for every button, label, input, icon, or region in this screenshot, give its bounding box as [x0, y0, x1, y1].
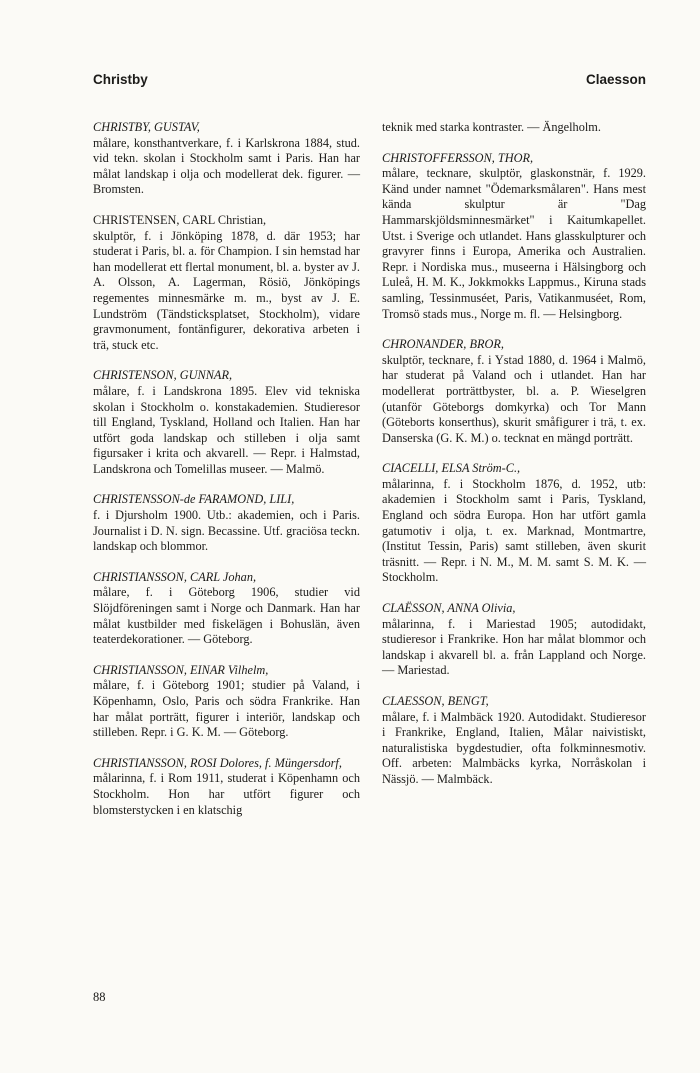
entry-text: f. i Djursholm 1900. Utb.: akademien, och i Paris. Journalist i D. N. sign. Becassine. Utf. graciösa teckn. landskap och blommor.: [93, 508, 360, 554]
entry-claesson-bengt: [382, 694, 646, 788]
entry-chronander: [382, 337, 646, 446]
entry-christensson-de-faramond: [93, 492, 360, 554]
entry-name: CHRISTBY, GUSTAV,: [93, 120, 200, 134]
entry-text: skulptör, tecknare, f. i Ystad 1880, d. 1964 i Malmö, har studerat på Valand och i utlandet. Han har modellerat porträttbyster, bl. a. P. Wieselgren (utanför Göteborgs domkyrka) och Tor Mann (Göteborts konserthus), skurit småfigurer i trä, t. ex. Danserska (G. K. M.) o. tecknat en mängd porträtt.: [382, 352, 646, 445]
entry-text: målarinna, f. i Mariestad 1905; autodidakt, studieresor i Frankrike. Hon har målat blommor och landskap i akvarell bl. a. från Lappland och Norge. — Mariestad.: [382, 616, 646, 678]
entry-christiansson-carl: [93, 570, 360, 648]
entry-name: CHRISTIANSSON, ROSI Dolores, f. Müngersdorf,: [93, 755, 342, 770]
entry-text: målare, f. i Landskrona 1895. Elev vid tekniska skolan i Stockholm o. konstakademien. Studieresor till England, Tyskland, Holland och Italien. Han har utfört goda landskap och stilleben i olja samt figursaker i krita och akvarell. — Repr. i Halmstad, Landskrona och Tomelillas museer. — Malmö.: [93, 383, 360, 476]
entry-christensen: [93, 213, 360, 353]
entry-name: CLAESSON, BENGT,: [382, 694, 489, 708]
entry-text: målare, f. i Göteborg 1906, studier vid Slöjdföreningen samt i Norge och Danmark. Han har målat kustbilder med fiskelägen i Bohuslän, även teaterdekorationer. — Göteborg.: [93, 585, 360, 647]
entry-name: CHRISTIANSSON, CARL Johan,: [93, 569, 257, 584]
entry-claesson-anna: [382, 601, 646, 679]
entry-christby: [93, 120, 360, 198]
entry-text: målarinna, f. i Rom 1911, studerat i Köpenhamn och Stockholm. Hon har utfört figurer och blomsterstycken i en klatschig: [93, 771, 360, 817]
entry-text: målare, konsthantverkare, f. i Karlskrona 1884, stud. vid tekn. skolan i Stockholm samt i Paris. Han har målat landskap i olja och modellerat dek. figurer. — Bromsten.: [93, 135, 360, 197]
entry-text: målare, f. i Malmbäck 1920. Autodidakt. Studieresor i Frankrike, England, Italien, Målar naivistiskt, naturalistiska bygdestudier, ofta folkminnesmotiv. Off. arbeten: Malmbäcks kyrka, Norråskolan i Nässjö. — Malmbäck.: [382, 709, 646, 786]
entry-name: CHRONANDER, BROR,: [382, 337, 504, 352]
entry-name: CIACELLI, ELSA Ström-C.,: [382, 461, 521, 476]
entry-christoffersson: [382, 151, 646, 323]
entry-text: målare, f. i Göteborg 1901; studier på Valand, i Köpenhamn, Oslo, Paris och södra Frankrike. Han har målat porträtt, figurer i interiör, landskap och stilleben. Repr. i G. K. M. — Göteborg.: [93, 678, 360, 740]
header-right-keyword: Claesson: [585, 72, 646, 87]
entry-christenson: [93, 368, 360, 477]
entry-text: målarinna, f. i Stockholm 1876, d. 1952, utb: akademien i Stockholm samt i Paris, Tyskland, England och södra Europa. Hon har utfört gamla gatumotiv i olja, t. ex. Marknad, Montmartre, (Institut Tessin, Paris) samt stilleben, även skurit träsnitt. — Repr. i N. M., M. M. samt S. M. K. — Stockholm.: [382, 476, 646, 585]
entry-name: CHRISTENSSON-de FARAMOND, LILI,: [93, 492, 295, 507]
entry-text: målare, tecknare, skulptör, glaskonstnär, f. 1929. Känd under namnet "Ödemarksmålaren". Hans mest kända skulptur är "Dag Hammarskjöldsminnesmärket" i Kaitumkapellet. Utst. i Sverige och utlandet. Hans glasskulpturer och gravyrer finns i Europa, Amerika och Australien. Repr. i Nordiska mus., museerna i Hälsingborg och Luleå, H. M. K., Jokkmokks Lappmus., Kiruna stads samling, Tessinmuséet, Paris, Vatikanmuséet, Rom, Tromsö stads mus., Norge m. fl. — Helsingborg.: [382, 166, 646, 321]
entry-name: CHRISTENSON, GUNNAR,: [93, 368, 233, 383]
entry-ciacelli: [382, 461, 646, 586]
entry-text: skulptör, f. i Jönköping 1878, d. där 1953; har studerat i Paris, bl. a. för Champion. I sin hemstad har han modellerat ett flertal monument, bl. a. byster av J. A. Olsson, A. Lagerman, Rösiö, Jönköpings regementes minnesmärke m. m., byst av J. E. Lundström (Tändsticksplatset, Stockholm), vidare gravmonument, fontänfigurer, dekorativa arbeten i trä, stuck etc.: [93, 228, 360, 352]
entry-name: CHRISTENSEN, CARL Christian,: [93, 212, 267, 227]
entry-name: CLAËSSON, ANNA Olivia,: [382, 601, 516, 616]
right-column: [382, 120, 646, 803]
entry-continuation: teknik med starka kontraster. — Ängelholm.: [382, 120, 601, 134]
entry-name: CHRISTOFFERSSON, THOR,: [382, 150, 534, 165]
left-column: [93, 120, 360, 833]
entry-christiansson-einar: [93, 663, 360, 741]
header-left-keyword: Christby: [93, 72, 148, 87]
running-header: [93, 72, 646, 90]
entry-name: CHRISTIANSSON, EINAR Vilhelm,: [93, 662, 269, 677]
entry-christiansson-rosi: [93, 756, 360, 818]
page-number: 88: [93, 990, 106, 1004]
